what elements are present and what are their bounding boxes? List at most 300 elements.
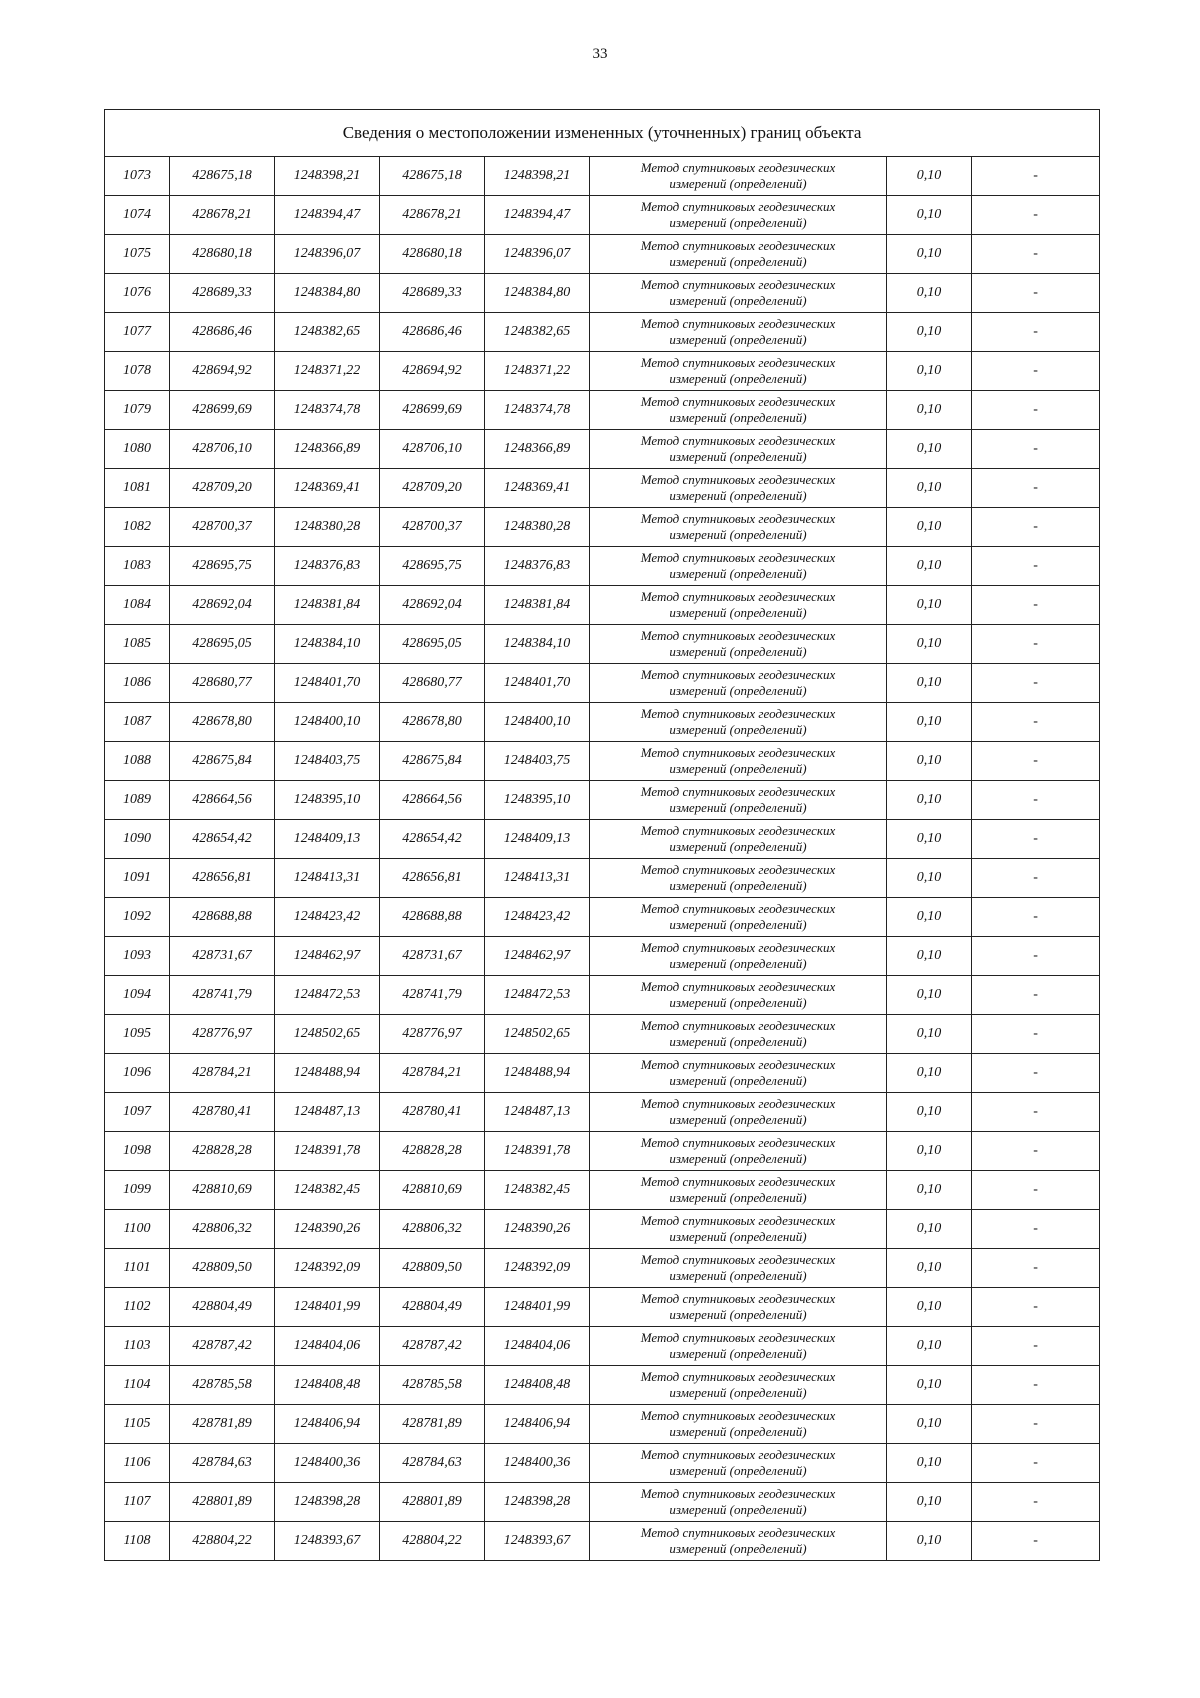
method-line-1: Метод спутниковых геодезических bbox=[640, 823, 836, 838]
point-number-cell: 1096 bbox=[105, 1054, 170, 1093]
method-cell bbox=[590, 1522, 887, 1561]
method-line-2: измерений (определений) bbox=[669, 488, 807, 503]
x-new-cell: 428776,97 bbox=[380, 1015, 485, 1054]
page-number: 33 bbox=[592, 46, 608, 62]
method-line-2: измерений (определений) bbox=[669, 605, 807, 620]
method-cell bbox=[590, 820, 887, 859]
method-line-1: Метод спутниковых геодезических bbox=[640, 1096, 836, 1111]
y-existing-cell: 1248384,10 bbox=[275, 625, 380, 664]
table-row bbox=[105, 547, 1100, 586]
method-line-2: измерений (определений) bbox=[669, 1502, 807, 1517]
accuracy-cell: 0,10 bbox=[887, 820, 972, 859]
x-existing-cell: 428689,33 bbox=[170, 274, 275, 313]
y-new-cell: 1248401,99 bbox=[485, 1288, 590, 1327]
description-cell: - bbox=[972, 352, 1100, 391]
description-cell: - bbox=[972, 1405, 1100, 1444]
x-new-cell: 428709,20 bbox=[380, 469, 485, 508]
x-new-cell: 428787,42 bbox=[380, 1327, 485, 1366]
description-cell: - bbox=[972, 313, 1100, 352]
point-number-cell: 1102 bbox=[105, 1288, 170, 1327]
description-cell: - bbox=[972, 196, 1100, 235]
x-new-cell: 428656,81 bbox=[380, 859, 485, 898]
x-existing-cell: 428806,32 bbox=[170, 1210, 275, 1249]
method-line-1: Метод спутниковых геодезических bbox=[640, 355, 836, 370]
point-number-cell: 1092 bbox=[105, 898, 170, 937]
method-cell bbox=[590, 1327, 887, 1366]
table-row bbox=[105, 1171, 1100, 1210]
y-new-cell: 1248404,06 bbox=[485, 1327, 590, 1366]
accuracy-cell: 0,10 bbox=[887, 1444, 972, 1483]
accuracy-cell: 0,10 bbox=[887, 1405, 972, 1444]
method-line-2: измерений (определений) bbox=[669, 878, 807, 893]
method-cell bbox=[590, 196, 887, 235]
y-existing-cell: 1248390,26 bbox=[275, 1210, 380, 1249]
method-line-1: Метод спутниковых геодезических bbox=[640, 1213, 836, 1228]
table-row bbox=[105, 820, 1100, 859]
description-cell: - bbox=[972, 469, 1100, 508]
y-existing-cell: 1248366,89 bbox=[275, 430, 380, 469]
method-cell bbox=[590, 430, 887, 469]
method-cell bbox=[590, 1249, 887, 1288]
point-number-cell: 1100 bbox=[105, 1210, 170, 1249]
method-line-1: Метод спутниковых геодезических bbox=[640, 1330, 836, 1345]
y-new-cell: 1248403,75 bbox=[485, 742, 590, 781]
accuracy-cell: 0,10 bbox=[887, 274, 972, 313]
point-number-cell: 1101 bbox=[105, 1249, 170, 1288]
table-row bbox=[105, 196, 1100, 235]
method-cell bbox=[590, 1093, 887, 1132]
method-line-2: измерений (определений) bbox=[669, 1151, 807, 1166]
accuracy-cell: 0,10 bbox=[887, 976, 972, 1015]
accuracy-cell: 0,10 bbox=[887, 508, 972, 547]
y-existing-cell: 1248395,10 bbox=[275, 781, 380, 820]
method-cell bbox=[590, 1132, 887, 1171]
y-existing-cell: 1248400,10 bbox=[275, 703, 380, 742]
method-line-1: Метод спутниковых геодезических bbox=[640, 706, 836, 721]
method-line-2: измерений (определений) bbox=[669, 800, 807, 815]
method-line-1: Метод спутниковых геодезических bbox=[640, 160, 836, 175]
y-existing-cell: 1248391,78 bbox=[275, 1132, 380, 1171]
point-number-cell: 1077 bbox=[105, 313, 170, 352]
method-line-2: измерений (определений) bbox=[669, 1034, 807, 1049]
y-new-cell: 1248409,13 bbox=[485, 820, 590, 859]
method-line-2: измерений (определений) bbox=[669, 1385, 807, 1400]
x-existing-cell: 428699,69 bbox=[170, 391, 275, 430]
x-new-cell: 428731,67 bbox=[380, 937, 485, 976]
method-cell bbox=[590, 1015, 887, 1054]
x-new-cell: 428784,63 bbox=[380, 1444, 485, 1483]
x-new-cell: 428741,79 bbox=[380, 976, 485, 1015]
accuracy-cell: 0,10 bbox=[887, 1483, 972, 1522]
table-row bbox=[105, 1327, 1100, 1366]
y-existing-cell: 1248392,09 bbox=[275, 1249, 380, 1288]
method-line-2: измерений (определений) bbox=[669, 215, 807, 230]
method-cell bbox=[590, 742, 887, 781]
y-existing-cell: 1248406,94 bbox=[275, 1405, 380, 1444]
y-existing-cell: 1248502,65 bbox=[275, 1015, 380, 1054]
method-line-2: измерений (определений) bbox=[669, 956, 807, 971]
y-new-cell: 1248487,13 bbox=[485, 1093, 590, 1132]
x-existing-cell: 428678,21 bbox=[170, 196, 275, 235]
table-row bbox=[105, 742, 1100, 781]
point-number-cell: 1091 bbox=[105, 859, 170, 898]
accuracy-cell: 0,10 bbox=[887, 742, 972, 781]
table-row bbox=[105, 898, 1100, 937]
x-existing-cell: 428692,04 bbox=[170, 586, 275, 625]
y-new-cell: 1248384,80 bbox=[485, 274, 590, 313]
x-existing-cell: 428656,81 bbox=[170, 859, 275, 898]
description-cell: - bbox=[972, 937, 1100, 976]
description-cell: - bbox=[972, 1327, 1100, 1366]
y-new-cell: 1248369,41 bbox=[485, 469, 590, 508]
description-cell: - bbox=[972, 1444, 1100, 1483]
point-number-cell: 1074 bbox=[105, 196, 170, 235]
y-existing-cell: 1248404,06 bbox=[275, 1327, 380, 1366]
x-new-cell: 428785,58 bbox=[380, 1366, 485, 1405]
accuracy-cell: 0,10 bbox=[887, 1210, 972, 1249]
x-new-cell: 428675,18 bbox=[380, 157, 485, 196]
method-line-1: Метод спутниковых геодезических bbox=[640, 940, 836, 955]
method-line-2: измерений (определений) bbox=[669, 1229, 807, 1244]
description-cell: - bbox=[972, 898, 1100, 937]
x-existing-cell: 428828,28 bbox=[170, 1132, 275, 1171]
table-caption: Сведения о местоположении измененных (уточненных) границ объекта bbox=[105, 110, 1100, 157]
x-new-cell: 428809,50 bbox=[380, 1249, 485, 1288]
description-cell: - bbox=[972, 742, 1100, 781]
method-cell bbox=[590, 898, 887, 937]
method-cell bbox=[590, 1054, 887, 1093]
table-row bbox=[105, 937, 1100, 976]
method-line-1: Метод спутниковых геодезических bbox=[640, 199, 836, 214]
description-cell: - bbox=[972, 1054, 1100, 1093]
method-cell bbox=[590, 352, 887, 391]
x-new-cell: 428664,56 bbox=[380, 781, 485, 820]
y-existing-cell: 1248376,83 bbox=[275, 547, 380, 586]
description-cell: - bbox=[972, 859, 1100, 898]
method-line-1: Метод спутниковых геодезических bbox=[640, 1018, 836, 1033]
y-existing-cell: 1248369,41 bbox=[275, 469, 380, 508]
method-line-2: измерений (определений) bbox=[669, 1073, 807, 1088]
y-new-cell: 1248423,42 bbox=[485, 898, 590, 937]
x-new-cell: 428688,88 bbox=[380, 898, 485, 937]
method-line-1: Метод спутниковых геодезических bbox=[640, 1291, 836, 1306]
method-line-1: Метод спутниковых геодезических bbox=[640, 784, 836, 799]
table-row bbox=[105, 469, 1100, 508]
method-cell bbox=[590, 937, 887, 976]
method-line-1: Метод спутниковых геодезических bbox=[640, 550, 836, 565]
method-line-1: Метод спутниковых геодезических bbox=[640, 1174, 836, 1189]
accuracy-cell: 0,10 bbox=[887, 469, 972, 508]
y-new-cell: 1248366,89 bbox=[485, 430, 590, 469]
point-number-cell: 1090 bbox=[105, 820, 170, 859]
method-cell bbox=[590, 313, 887, 352]
point-number-cell: 1081 bbox=[105, 469, 170, 508]
method-line-1: Метод спутниковых геодезических bbox=[640, 1447, 836, 1462]
method-line-2: измерений (определений) bbox=[669, 410, 807, 425]
y-new-cell: 1248392,09 bbox=[485, 1249, 590, 1288]
y-new-cell: 1248398,21 bbox=[485, 157, 590, 196]
x-new-cell: 428804,22 bbox=[380, 1522, 485, 1561]
x-new-cell: 428694,92 bbox=[380, 352, 485, 391]
x-existing-cell: 428688,88 bbox=[170, 898, 275, 937]
y-existing-cell: 1248423,42 bbox=[275, 898, 380, 937]
method-line-1: Метод спутниковых геодезических bbox=[640, 1408, 836, 1423]
y-existing-cell: 1248409,13 bbox=[275, 820, 380, 859]
method-line-2: измерений (определений) bbox=[669, 1190, 807, 1205]
y-existing-cell: 1248382,65 bbox=[275, 313, 380, 352]
method-cell bbox=[590, 781, 887, 820]
method-line-2: измерений (определений) bbox=[669, 995, 807, 1010]
method-line-1: Метод спутниковых геодезических bbox=[640, 979, 836, 994]
method-line-1: Метод спутниковых геодезических bbox=[640, 745, 836, 760]
point-number-cell: 1087 bbox=[105, 703, 170, 742]
x-existing-cell: 428680,18 bbox=[170, 235, 275, 274]
x-new-cell: 428806,32 bbox=[380, 1210, 485, 1249]
method-line-2: измерений (определений) bbox=[669, 1424, 807, 1439]
point-number-cell: 1095 bbox=[105, 1015, 170, 1054]
y-new-cell: 1248398,28 bbox=[485, 1483, 590, 1522]
y-new-cell: 1248382,45 bbox=[485, 1171, 590, 1210]
method-line-2: измерений (определений) bbox=[669, 1307, 807, 1322]
x-existing-cell: 428787,42 bbox=[170, 1327, 275, 1366]
y-new-cell: 1248488,94 bbox=[485, 1054, 590, 1093]
y-new-cell: 1248502,65 bbox=[485, 1015, 590, 1054]
accuracy-cell: 0,10 bbox=[887, 157, 972, 196]
table-row bbox=[105, 235, 1100, 274]
point-number-cell: 1108 bbox=[105, 1522, 170, 1561]
method-line-2: измерений (определений) bbox=[669, 176, 807, 191]
x-existing-cell: 428706,10 bbox=[170, 430, 275, 469]
accuracy-cell: 0,10 bbox=[887, 664, 972, 703]
y-existing-cell: 1248413,31 bbox=[275, 859, 380, 898]
y-new-cell: 1248401,70 bbox=[485, 664, 590, 703]
point-number-cell: 1086 bbox=[105, 664, 170, 703]
description-cell: - bbox=[972, 664, 1100, 703]
table-row bbox=[105, 976, 1100, 1015]
accuracy-cell: 0,10 bbox=[887, 1366, 972, 1405]
x-new-cell: 428810,69 bbox=[380, 1171, 485, 1210]
description-cell: - bbox=[972, 1249, 1100, 1288]
y-new-cell: 1248393,67 bbox=[485, 1522, 590, 1561]
point-number-cell: 1075 bbox=[105, 235, 170, 274]
method-line-1: Метод спутниковых геодезических bbox=[640, 1057, 836, 1072]
point-number-cell: 1076 bbox=[105, 274, 170, 313]
y-new-cell: 1248400,36 bbox=[485, 1444, 590, 1483]
point-number-cell: 1103 bbox=[105, 1327, 170, 1366]
description-cell: - bbox=[972, 430, 1100, 469]
accuracy-cell: 0,10 bbox=[887, 1249, 972, 1288]
x-existing-cell: 428804,49 bbox=[170, 1288, 275, 1327]
method-line-1: Метод спутниковых геодезических bbox=[640, 472, 836, 487]
x-existing-cell: 428780,41 bbox=[170, 1093, 275, 1132]
y-new-cell: 1248376,83 bbox=[485, 547, 590, 586]
point-number-cell: 1083 bbox=[105, 547, 170, 586]
table-row bbox=[105, 1249, 1100, 1288]
y-existing-cell: 1248401,70 bbox=[275, 664, 380, 703]
method-line-2: измерений (определений) bbox=[669, 917, 807, 932]
method-line-1: Метод спутниковых геодезических bbox=[640, 1486, 836, 1501]
point-number-cell: 1089 bbox=[105, 781, 170, 820]
point-number-cell: 1093 bbox=[105, 937, 170, 976]
table-row bbox=[105, 391, 1100, 430]
y-new-cell: 1248408,48 bbox=[485, 1366, 590, 1405]
y-existing-cell: 1248396,07 bbox=[275, 235, 380, 274]
table-row bbox=[105, 1405, 1100, 1444]
method-cell bbox=[590, 859, 887, 898]
method-line-2: измерений (определений) bbox=[669, 722, 807, 737]
x-new-cell: 428680,18 bbox=[380, 235, 485, 274]
y-existing-cell: 1248394,47 bbox=[275, 196, 380, 235]
y-new-cell: 1248371,22 bbox=[485, 352, 590, 391]
accuracy-cell: 0,10 bbox=[887, 1132, 972, 1171]
x-new-cell: 428780,41 bbox=[380, 1093, 485, 1132]
method-cell bbox=[590, 703, 887, 742]
x-new-cell: 428784,21 bbox=[380, 1054, 485, 1093]
table-row bbox=[105, 352, 1100, 391]
method-cell bbox=[590, 391, 887, 430]
y-new-cell: 1248390,26 bbox=[485, 1210, 590, 1249]
method-line-2: измерений (определений) bbox=[669, 566, 807, 581]
table-row bbox=[105, 508, 1100, 547]
method-line-2: измерений (определений) bbox=[669, 371, 807, 386]
method-cell bbox=[590, 469, 887, 508]
accuracy-cell: 0,10 bbox=[887, 781, 972, 820]
point-number-cell: 1098 bbox=[105, 1132, 170, 1171]
description-cell: - bbox=[972, 781, 1100, 820]
method-line-2: измерений (определений) bbox=[669, 293, 807, 308]
y-new-cell: 1248413,31 bbox=[485, 859, 590, 898]
method-cell bbox=[590, 157, 887, 196]
description-cell: - bbox=[972, 976, 1100, 1015]
y-existing-cell: 1248393,67 bbox=[275, 1522, 380, 1561]
y-new-cell: 1248396,07 bbox=[485, 235, 590, 274]
method-cell bbox=[590, 976, 887, 1015]
y-existing-cell: 1248371,22 bbox=[275, 352, 380, 391]
table-caption-row bbox=[105, 110, 1100, 157]
description-cell: - bbox=[972, 235, 1100, 274]
table-row bbox=[105, 313, 1100, 352]
accuracy-cell: 0,10 bbox=[887, 703, 972, 742]
table-row bbox=[105, 859, 1100, 898]
y-new-cell: 1248391,78 bbox=[485, 1132, 590, 1171]
table-row bbox=[105, 1366, 1100, 1405]
method-line-1: Метод спутниковых геодезических bbox=[640, 316, 836, 331]
x-existing-cell: 428654,42 bbox=[170, 820, 275, 859]
method-line-2: измерений (определений) bbox=[669, 449, 807, 464]
y-new-cell: 1248472,53 bbox=[485, 976, 590, 1015]
x-new-cell: 428699,69 bbox=[380, 391, 485, 430]
method-line-2: измерений (определений) bbox=[669, 839, 807, 854]
method-line-1: Метод спутниковых геодезических bbox=[640, 1252, 836, 1267]
description-cell: - bbox=[972, 703, 1100, 742]
method-line-1: Метод спутниковых геодезических bbox=[640, 1135, 836, 1150]
x-existing-cell: 428700,37 bbox=[170, 508, 275, 547]
x-new-cell: 428692,04 bbox=[380, 586, 485, 625]
x-new-cell: 428804,49 bbox=[380, 1288, 485, 1327]
accuracy-cell: 0,10 bbox=[887, 430, 972, 469]
method-cell bbox=[590, 1444, 887, 1483]
table-row bbox=[105, 1093, 1100, 1132]
accuracy-cell: 0,10 bbox=[887, 898, 972, 937]
x-new-cell: 428781,89 bbox=[380, 1405, 485, 1444]
y-existing-cell: 1248462,97 bbox=[275, 937, 380, 976]
x-existing-cell: 428675,18 bbox=[170, 157, 275, 196]
x-new-cell: 428695,75 bbox=[380, 547, 485, 586]
x-existing-cell: 428694,92 bbox=[170, 352, 275, 391]
x-new-cell: 428706,10 bbox=[380, 430, 485, 469]
y-existing-cell: 1248398,21 bbox=[275, 157, 380, 196]
y-new-cell: 1248400,10 bbox=[485, 703, 590, 742]
description-cell: - bbox=[972, 1522, 1100, 1561]
accuracy-cell: 0,10 bbox=[887, 586, 972, 625]
y-existing-cell: 1248398,28 bbox=[275, 1483, 380, 1522]
description-cell: - bbox=[972, 274, 1100, 313]
point-number-cell: 1104 bbox=[105, 1366, 170, 1405]
method-cell bbox=[590, 508, 887, 547]
x-existing-cell: 428781,89 bbox=[170, 1405, 275, 1444]
method-line-1: Метод спутниковых геодезических bbox=[640, 277, 836, 292]
description-cell: - bbox=[972, 1015, 1100, 1054]
method-cell bbox=[590, 547, 887, 586]
method-cell bbox=[590, 235, 887, 274]
description-cell: - bbox=[972, 1366, 1100, 1405]
y-existing-cell: 1248488,94 bbox=[275, 1054, 380, 1093]
y-existing-cell: 1248384,80 bbox=[275, 274, 380, 313]
method-line-1: Метод спутниковых геодезических bbox=[640, 667, 836, 682]
point-number-cell: 1099 bbox=[105, 1171, 170, 1210]
y-new-cell: 1248395,10 bbox=[485, 781, 590, 820]
x-existing-cell: 428785,58 bbox=[170, 1366, 275, 1405]
accuracy-cell: 0,10 bbox=[887, 1093, 972, 1132]
point-number-cell: 1106 bbox=[105, 1444, 170, 1483]
point-number-cell: 1088 bbox=[105, 742, 170, 781]
method-line-1: Метод спутниковых геодезических bbox=[640, 1525, 836, 1540]
description-cell: - bbox=[972, 820, 1100, 859]
x-new-cell: 428689,33 bbox=[380, 274, 485, 313]
x-existing-cell: 428731,67 bbox=[170, 937, 275, 976]
y-existing-cell: 1248380,28 bbox=[275, 508, 380, 547]
table-row bbox=[105, 664, 1100, 703]
y-new-cell: 1248380,28 bbox=[485, 508, 590, 547]
method-cell bbox=[590, 274, 887, 313]
table-row bbox=[105, 430, 1100, 469]
accuracy-cell: 0,10 bbox=[887, 235, 972, 274]
method-line-2: измерений (определений) bbox=[669, 1463, 807, 1478]
x-existing-cell: 428664,56 bbox=[170, 781, 275, 820]
accuracy-cell: 0,10 bbox=[887, 625, 972, 664]
table-row bbox=[105, 1444, 1100, 1483]
method-line-2: измерений (определений) bbox=[669, 1268, 807, 1283]
description-cell: - bbox=[972, 625, 1100, 664]
y-new-cell: 1248462,97 bbox=[485, 937, 590, 976]
accuracy-cell: 0,10 bbox=[887, 1327, 972, 1366]
point-number-cell: 1080 bbox=[105, 430, 170, 469]
accuracy-cell: 0,10 bbox=[887, 313, 972, 352]
table-row bbox=[105, 1522, 1100, 1561]
x-new-cell: 428680,77 bbox=[380, 664, 485, 703]
method-cell bbox=[590, 1210, 887, 1249]
table-row bbox=[105, 703, 1100, 742]
x-existing-cell: 428810,69 bbox=[170, 1171, 275, 1210]
table-row bbox=[105, 625, 1100, 664]
point-number-cell: 1084 bbox=[105, 586, 170, 625]
description-cell: - bbox=[972, 1093, 1100, 1132]
x-new-cell: 428678,21 bbox=[380, 196, 485, 235]
x-existing-cell: 428801,89 bbox=[170, 1483, 275, 1522]
y-existing-cell: 1248374,78 bbox=[275, 391, 380, 430]
method-line-2: измерений (определений) bbox=[669, 332, 807, 347]
method-line-1: Метод спутниковых геодезических bbox=[640, 589, 836, 604]
